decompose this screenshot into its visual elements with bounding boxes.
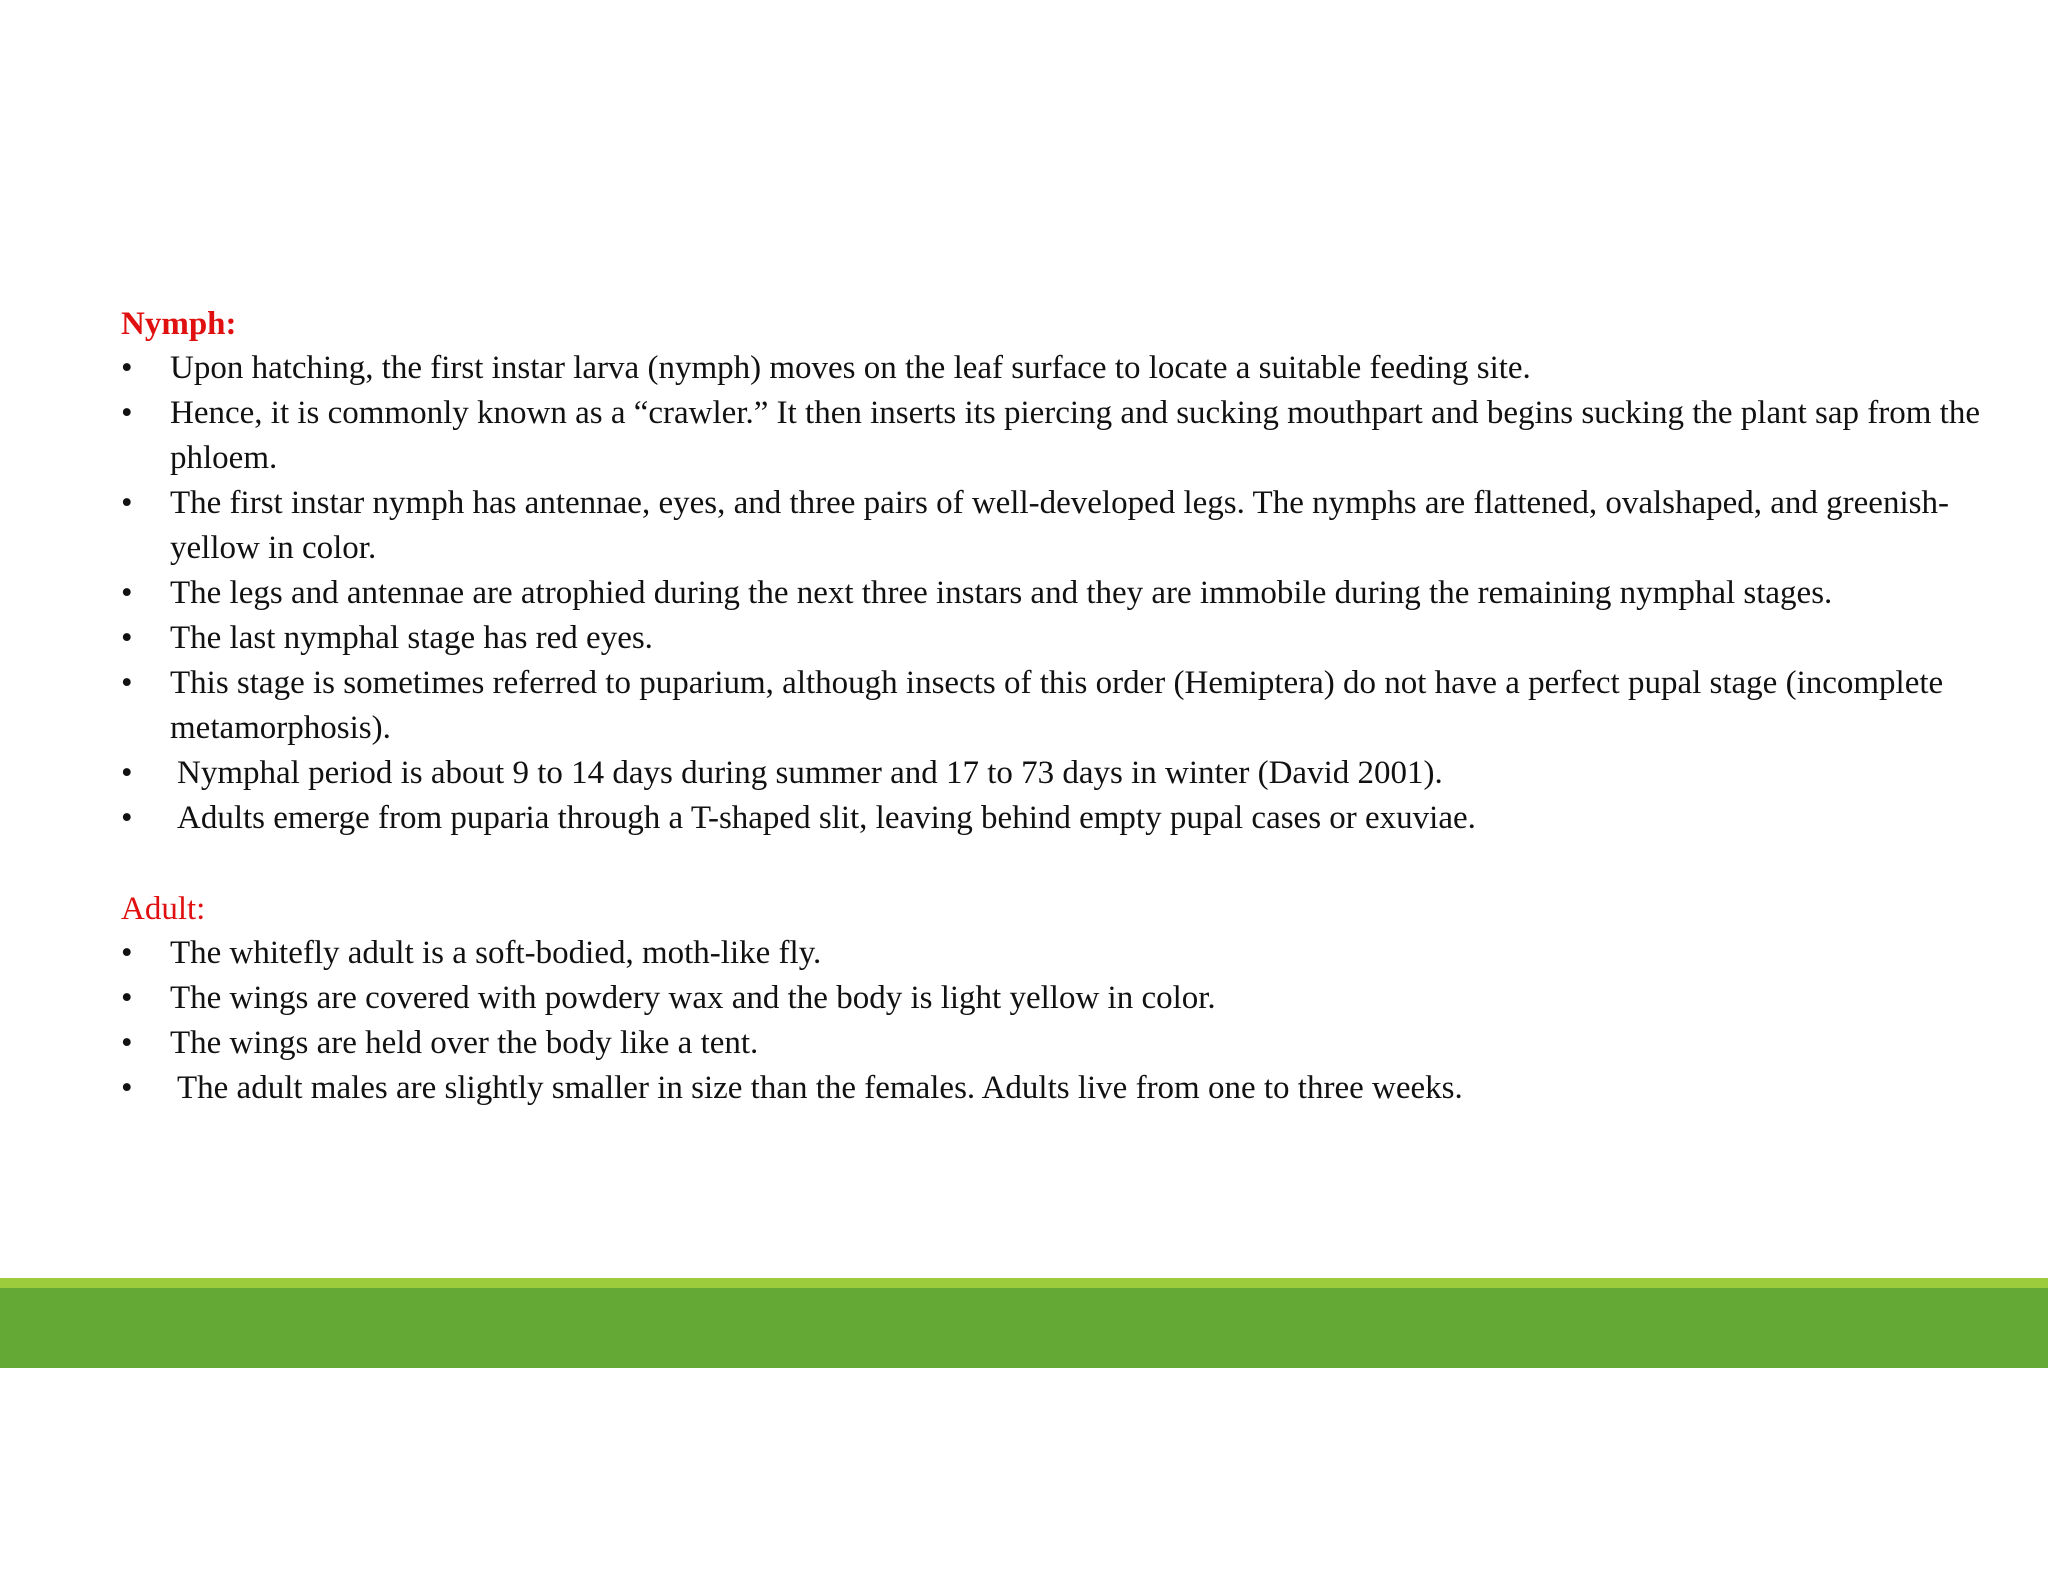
bullet-icon: • xyxy=(121,935,133,971)
bullet-text: The wings are covered with powdery wax and the body is light yellow in color. xyxy=(170,980,1216,1016)
bullet-text: Nymphal period is about 9 to 14 days during summer and 17 to 73 days in winter (David 2001). xyxy=(177,755,1443,791)
bullet-icon: • xyxy=(121,800,133,836)
bullet-text: The legs and antennae are atrophied during the next three instars and they are immobile during the remaining nymphal stages. xyxy=(170,575,1833,611)
bullet-icon: • xyxy=(121,980,133,1016)
bullet-icon: • xyxy=(121,575,133,611)
list-item xyxy=(121,976,2001,1021)
bullet-text: Upon hatching, the first instar larva (nymph) moves on the leaf surface to locate a suitable feeding site. xyxy=(170,350,1531,386)
bullet-icon: • xyxy=(121,755,133,791)
footer-green-band xyxy=(0,1278,2048,1368)
footer-main-stripe xyxy=(0,1288,2048,1368)
bullet-icon: • xyxy=(121,485,133,521)
bullet-icon: • xyxy=(121,395,133,431)
nymph-bullet-list xyxy=(121,346,2001,841)
adult-heading: Adult: xyxy=(121,891,206,927)
bullet-text: The adult males are slightly smaller in size than the females. Adults live from one to three weeks. xyxy=(177,1070,1463,1106)
list-item xyxy=(121,346,2001,391)
bullet-icon: • xyxy=(121,1070,133,1106)
bullet-text: Hence, it is commonly known as a “crawler.” It then inserts its piercing and sucking mouthpart and begins sucking the plant sap from the phloem. xyxy=(170,395,1980,476)
list-item xyxy=(121,1066,2001,1111)
bullet-icon: • xyxy=(121,350,133,386)
bullet-icon: • xyxy=(121,1025,133,1061)
list-item xyxy=(121,751,2001,796)
bullet-icon: • xyxy=(121,620,133,656)
bullet-icon: • xyxy=(121,665,133,701)
list-item xyxy=(121,796,2001,841)
list-item xyxy=(121,931,2001,976)
list-item xyxy=(121,481,2001,571)
slide-content xyxy=(121,302,2001,1111)
list-item xyxy=(121,1021,2001,1066)
bullet-text: The wings are held over the body like a tent. xyxy=(170,1025,759,1061)
bullet-text: The last nymphal stage has red eyes. xyxy=(170,620,653,656)
footer-light-stripe xyxy=(0,1278,2048,1288)
bullet-text: The whitefly adult is a soft-bodied, moth-like fly. xyxy=(170,935,822,971)
list-item xyxy=(121,661,2001,751)
list-item xyxy=(121,571,2001,616)
list-item xyxy=(121,616,2001,661)
list-item xyxy=(121,391,2001,481)
bullet-text: This stage is sometimes referred to puparium, although insects of this order (Hemiptera) do not have a perfect pupal stage (incomplete metamorphosis). xyxy=(170,665,1944,746)
bullet-text: Adults emerge from puparia through a T-shaped slit, leaving behind empty pupal cases or exuviae. xyxy=(177,800,1476,836)
section-spacer xyxy=(121,841,2001,887)
adult-bullet-list xyxy=(121,931,2001,1111)
nymph-heading: Nymph: xyxy=(121,306,237,342)
bullet-text: The first instar nymph has antennae, eyes, and three pairs of well-developed legs. The nymphs are flattened, ovalshaped, and greenish-yellow in color. xyxy=(170,485,1949,566)
